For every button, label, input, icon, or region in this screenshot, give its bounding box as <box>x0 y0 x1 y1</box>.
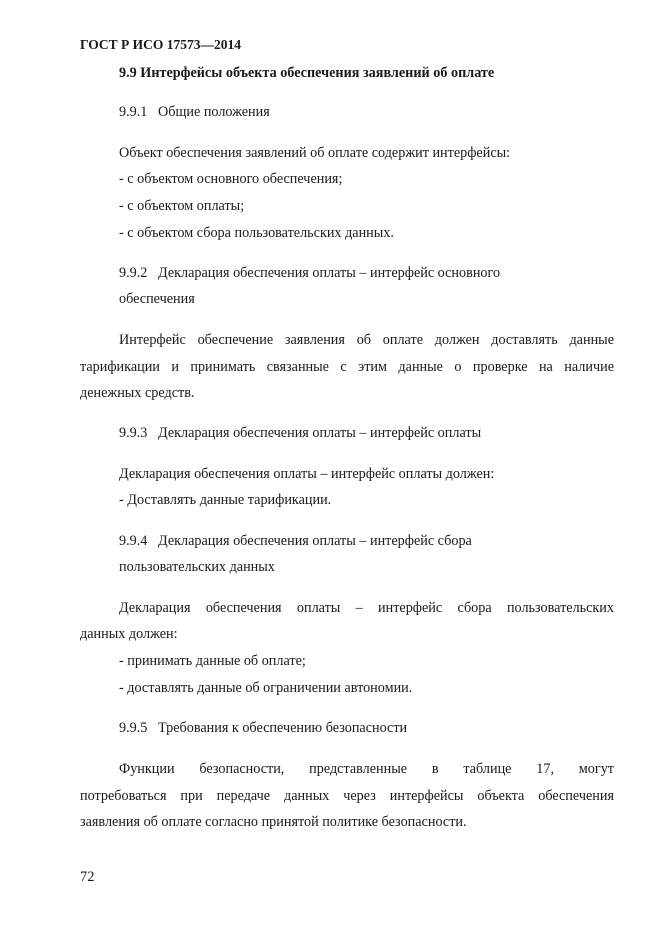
list-item: - с объектом сбора пользовательских данных. <box>119 225 394 241</box>
section-title: 9.9 Интерфейсы объекта обеспечения заявлений об оплате <box>119 65 495 81</box>
subsection-heading-992 <box>119 264 500 282</box>
subsection-number: 9.9.3 <box>119 425 148 441</box>
paragraph-intro: Декларация обеспечения оплаты – интерфейс оплаты должен: <box>119 466 495 482</box>
subsection-title: Декларация обеспечения оплаты – интерфейс оплаты <box>158 425 482 441</box>
paragraph-line: данных должен: <box>80 626 178 642</box>
paragraph-line: заявления об оплате согласно принятой политике безопасности. <box>80 814 467 830</box>
subsection-heading-993 <box>119 424 481 442</box>
list-item: - принимать данные об оплате; <box>119 653 306 669</box>
paragraph-line: Функции безопасности, представленные в таблице 17, могут <box>119 761 614 777</box>
subsection-title: Общие положения <box>158 104 270 120</box>
paragraph-line: потребоваться при передаче данных через интерфейсы объекта обеспечения <box>80 788 614 804</box>
subsection-title: Декларация обеспечения оплаты – интерфейс основного <box>158 265 501 281</box>
subsection-heading-995 <box>119 719 407 737</box>
subsection-title-continued: обеспечения <box>119 291 195 307</box>
list-item: - с объектом основного обеспечения; <box>119 171 343 187</box>
page-number: 72 <box>80 869 95 885</box>
subsection-number: 9.9.2 <box>119 265 148 281</box>
subsection-title: Декларация обеспечения оплаты – интерфейс сбора <box>158 533 472 549</box>
subsection-number: 9.9.5 <box>119 720 148 736</box>
subsection-title-continued: пользовательских данных <box>119 559 275 575</box>
list-item: - с объектом оплаты; <box>119 198 245 214</box>
paragraph-line: денежных средств. <box>80 385 195 401</box>
subsection-heading-994 <box>119 532 472 550</box>
paragraph-line: Декларация обеспечения оплаты – интерфейс сбора пользовательских <box>119 600 614 616</box>
subsection-title: Требования к обеспечению безопасности <box>158 720 408 736</box>
subsection-heading-991 <box>119 103 270 121</box>
paragraph-line: тарификации и принимать связанные с этим данные о проверке на наличие <box>80 359 614 375</box>
standard-header: ГОСТ Р ИСО 17573—2014 <box>80 37 242 52</box>
paragraph-line: Интерфейс обеспечение заявления об оплате должен доставлять данные <box>119 332 614 348</box>
list-item: - Доставлять данные тарификации. <box>119 492 332 508</box>
paragraph-intro: Объект обеспечения заявлений об оплате содержит интерфейсы: <box>119 145 511 161</box>
subsection-number: 9.9.4 <box>119 533 148 549</box>
list-item: - доставлять данные об ограничении автономии. <box>119 680 413 696</box>
subsection-number: 9.9.1 <box>119 104 148 120</box>
